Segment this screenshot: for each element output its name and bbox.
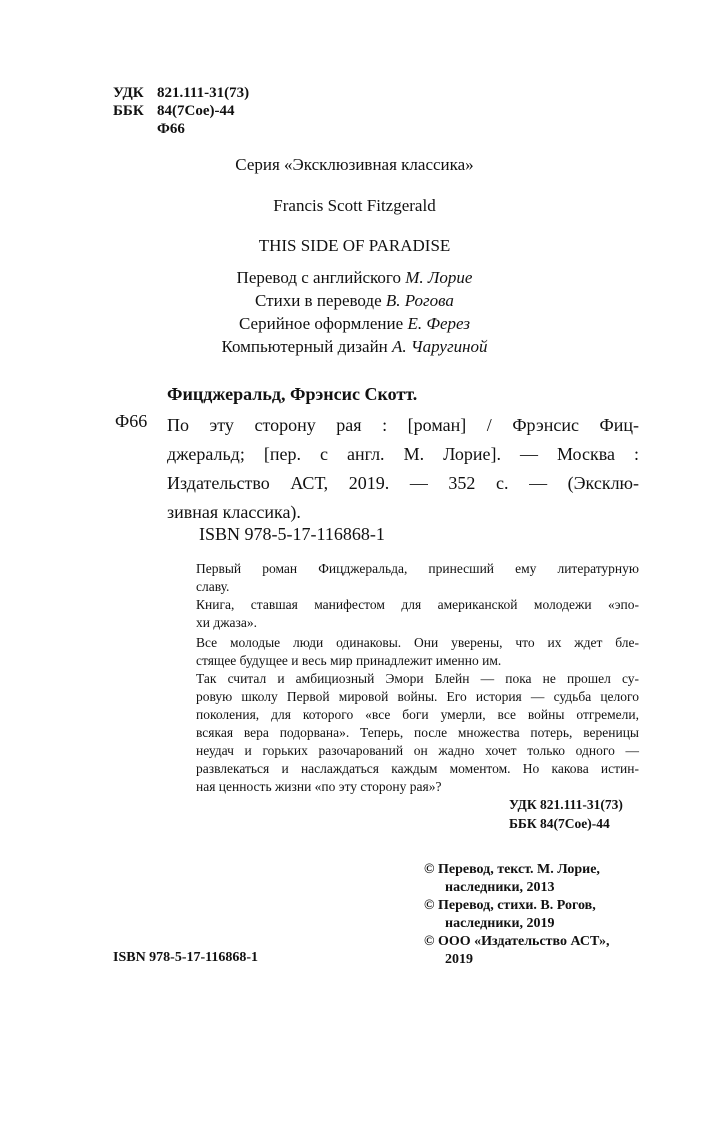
credit-role: Компьютерный дизайн — [221, 337, 388, 356]
bbk-label: ББК — [113, 103, 144, 119]
catalog-isbn: ISBN 978-5-17-116868-1 — [199, 524, 385, 544]
annotation-part-2 — [196, 634, 639, 796]
catalog-line: По эту сторону рая : [роман] / Фрэнсис Фиц- — [167, 415, 639, 435]
udk-value: 821.111-31(73) — [157, 85, 250, 101]
catalog-heading: Фицджеральд, Фрэнсис Скотт. — [167, 384, 418, 404]
bbk-value: 84(7Сое)-44 — [157, 103, 235, 119]
catalog-description — [167, 411, 639, 527]
annotation-line: Книга, ставшая манифестом для американской молодежи «эпо- — [196, 597, 639, 612]
annotation-line: стящее будущее и весь мир принадлежит именно им. — [196, 653, 502, 668]
annotation-line: развлекаться и наслаждаться каждым моментом. Но какова истин- — [196, 761, 639, 776]
copyright-line: © ООО «Издательство АСТ», — [424, 934, 610, 949]
bbk-bottom: ББК 84(7Сое)-44 — [509, 816, 610, 831]
udk-label: УДК — [113, 85, 144, 101]
copyright-line: 2019 — [445, 952, 473, 967]
credit-name: В. Рогова — [385, 291, 454, 310]
annotation-line: ная ценность жизни «по эту сторону рая»? — [196, 779, 442, 794]
credit-computer-design — [0, 335, 709, 358]
udk-row — [113, 84, 249, 102]
credit-role: Стихи в переводе — [255, 291, 382, 310]
credit-series-design — [0, 312, 709, 335]
copyright-line: © Перевод, стихи. В. Рогов, — [424, 898, 596, 913]
original-title: THIS SIDE OF PARADISE — [258, 236, 451, 255]
copyright-block — [424, 861, 610, 969]
credit-role: Перевод с английского — [236, 268, 401, 287]
bbk-row — [113, 102, 249, 120]
original-author: Francis Scott Fitzgerald — [273, 196, 436, 215]
annotation-line: поколения, для которого «все боги умерли, все войны отгремели, — [196, 707, 639, 722]
credit-name: Е. Ферез — [407, 314, 470, 333]
annotation-line: Так считал и амбициозный Эмори Блейн — пока не прошел су- — [196, 671, 639, 686]
catalog-code: Ф66 — [115, 411, 148, 431]
credits-block — [0, 266, 709, 358]
credit-name: А. Чаругиной — [392, 337, 488, 356]
catalog-line: джеральд; [пер. с англ. М. Лорие]. — Москва : — [167, 444, 639, 464]
annotation-line: ровую школу Первой мировой войны. Его история — судьба целого — [196, 689, 639, 704]
annotation-line: хи джаза». — [196, 615, 257, 630]
annotation-line: Все молодые люди одинаковы. Они уверены, что их ждет бле- — [196, 635, 639, 650]
classification-codes — [113, 84, 249, 138]
catalog-line: Издательство АСТ, 2019. — 352 с. — (Эксклю- — [167, 473, 639, 493]
isbn-footer: ISBN 978-5-17-116868-1 — [113, 950, 259, 965]
credit-translation — [0, 266, 709, 289]
annotation-line: всякая вера подорвана». Теперь, после множества потерь, вереницы — [196, 725, 639, 740]
series-title: Серия «Эксклюзивная классика» — [235, 155, 474, 174]
credit-name: М. Лорие — [405, 268, 473, 287]
credit-poems — [0, 289, 709, 312]
copyright-line: наследники, 2019 — [445, 916, 555, 931]
annotation-line: славу. — [196, 579, 230, 594]
annotation-line: Первый роман Фицджеральда, принесший ему литературную — [196, 561, 639, 576]
catalog-line: зивная классика). — [167, 502, 301, 522]
annotation-line: неудач и горьких разочарований он жадно хочет только одного — — [196, 743, 639, 758]
copyright-line: © Перевод, текст. М. Лорие, — [424, 862, 600, 877]
copyright-line: наследники, 2013 — [445, 880, 555, 895]
credit-role: Серийное оформление — [239, 314, 404, 333]
author-sign: Ф66 — [157, 121, 185, 137]
udk-bottom: УДК 821.111-31(73) — [509, 797, 623, 812]
classification-codes-bottom — [509, 795, 623, 833]
annotation-part-1 — [196, 560, 639, 632]
